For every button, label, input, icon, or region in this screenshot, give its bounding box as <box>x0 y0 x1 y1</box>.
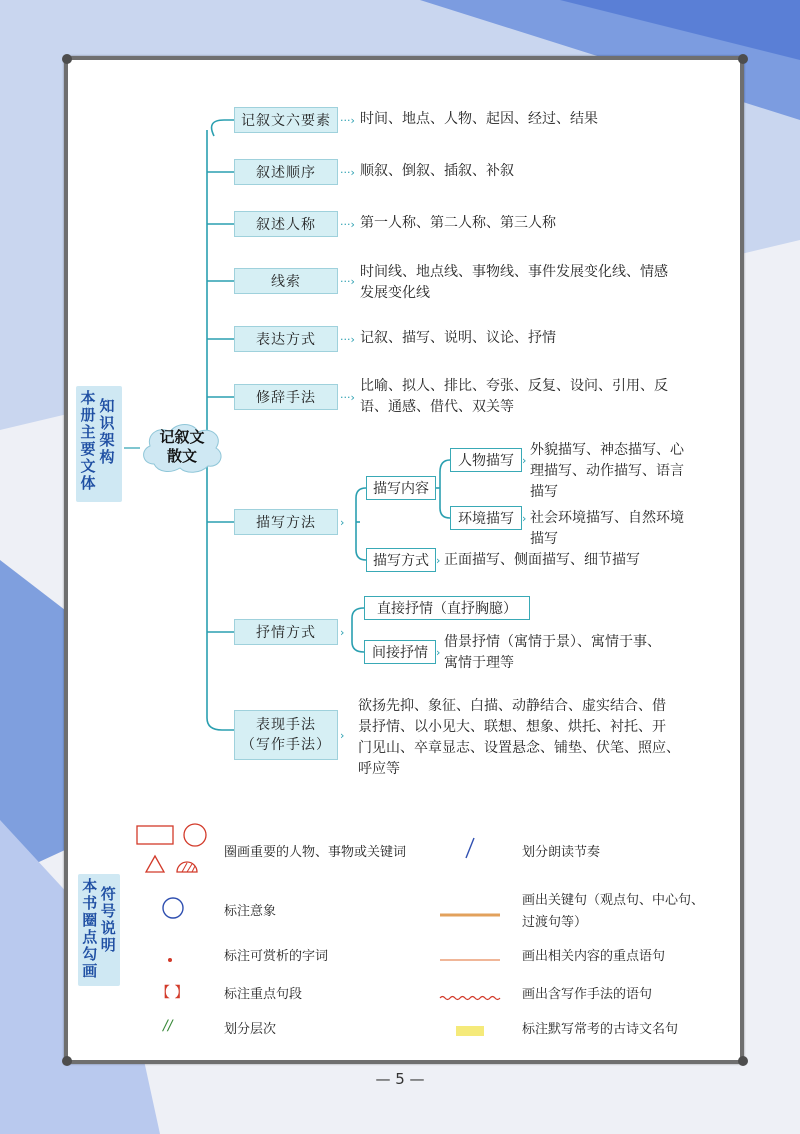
double-slash-symbol: // <box>163 1018 173 1034</box>
content-environment-description: 社会环境描写、自然环境 描写 <box>530 510 684 547</box>
slash-symbol <box>466 838 474 858</box>
page-number: — 5 — <box>375 1070 425 1088</box>
legend-divide-levels: 划分层次 <box>224 1022 277 1037</box>
connector-dots: ···› <box>340 391 355 404</box>
connector-dots: ···› <box>340 218 355 231</box>
rectangle-symbol <box>137 826 173 844</box>
root-line-1: 记叙文 <box>159 428 205 446</box>
connector-dots: › <box>522 454 527 467</box>
triangle-symbol <box>146 856 164 872</box>
category-elements: 记叙文六要素 <box>234 107 338 133</box>
content-techniques: 欲扬先抑、象征、白描、动静结合、虚实结合、借 景抒情、以小见大、联想、想象、烘托、衬托、开 门见山、卒章显志、设置悬念、铺垫、伏笔、照应、 呼应等 <box>358 698 680 777</box>
box-person-description: 人物描写 <box>450 448 522 472</box>
bracket-symbol: 【 】 <box>156 985 189 1001</box>
category-narrative-order: 叙述顺序 <box>234 159 338 185</box>
box-description-method: 描写方式 <box>366 548 436 572</box>
title-col-1: 本 册 主 要 文 体 <box>80 389 96 492</box>
legend-key-sentence: 画出关键句（观点句、中心句、 过渡句等） <box>522 893 705 930</box>
wavy-line-symbol <box>440 997 500 1000</box>
content-narrative-person: 第一人称、第二人称、第三人称 <box>360 215 556 231</box>
root-line-2: 散文 <box>166 447 197 465</box>
legend-mark-words: 标注可赏析的字词 <box>224 949 329 964</box>
connector-dots: › <box>340 729 345 742</box>
box-indirect-lyric: 间接抒情 <box>364 640 436 664</box>
connector-dots: › <box>522 512 527 525</box>
legend-rhythm: 划分朗读节奏 <box>522 845 601 860</box>
connector-dots: › <box>340 516 345 529</box>
content-narrative-order: 顺叙、倒叙、插叙、补叙 <box>360 163 514 179</box>
category-narrative-person: 叙述人称 <box>234 211 338 237</box>
legend-poems: 标注默写常考的古诗文名句 <box>522 1022 679 1037</box>
connector-dots: › <box>340 626 345 639</box>
legend-writing-technique: 画出含写作手法的语句 <box>522 987 653 1002</box>
content-expression: 记叙、描写、说明、议论、抒情 <box>360 330 556 346</box>
category-lyric: 抒情方式 <box>234 619 338 645</box>
legend-title-col-1: 本 书 圈 点 勾 画 <box>82 877 98 980</box>
legend-title-col-2: 符 号 说 明 <box>100 885 116 954</box>
connector-dots: ···› <box>340 114 355 127</box>
connector-dots: › <box>436 554 441 567</box>
connector-dots: ···› <box>340 275 355 288</box>
category-techniques: 表现手法 （写作手法） <box>234 710 338 760</box>
image-circle-symbol <box>163 898 183 918</box>
legend-mark-paragraph: 标注重点句段 <box>224 987 303 1002</box>
category-rhetoric: 修辞手法 <box>234 384 338 410</box>
connector-dots: › <box>436 646 441 659</box>
legend-circle-words: 圈画重要的人物、事物或关键词 <box>224 845 407 860</box>
box-environment-description: 环境描写 <box>450 506 522 530</box>
content-description-method: 正面描写、侧面描写、细节描写 <box>444 552 640 568</box>
dot-symbol <box>168 958 172 962</box>
category-description: 描写方法 <box>234 509 338 535</box>
title-col-2: 知 识 架 构 <box>99 397 115 466</box>
legend-related-key: 画出相关内容的重点语句 <box>522 949 666 964</box>
category-expression: 表达方式 <box>234 326 338 352</box>
content-person-description: 外貌描写、神态描写、心 理描写、动作描写、语言 描写 <box>530 442 684 500</box>
circle-symbol <box>184 824 206 846</box>
content-rhetoric: 比喻、拟人、排比、夸张、反复、设问、引用、反 语、通感、借代、双关等 <box>360 378 668 415</box>
category-clue: 线索 <box>234 268 338 294</box>
legend-mark-image: 标注意象 <box>224 904 277 919</box>
highlight-symbol <box>456 1026 484 1036</box>
connector-dots: ···› <box>340 166 355 179</box>
box-direct-lyric: 直接抒情（直抒胸臆） <box>364 596 530 620</box>
content-clue: 时间线、地点线、事物线、事件发展变化线、情感 发展变化线 <box>360 264 668 301</box>
content-indirect-lyric: 借景抒情（寓情于景）、寓情于事、 寓情于理等 <box>444 634 661 671</box>
box-description-content: 描写内容 <box>366 476 436 500</box>
connector-dots: ···› <box>340 333 355 346</box>
content-elements: 时间、地点、人物、起因、经过、结果 <box>360 111 598 127</box>
